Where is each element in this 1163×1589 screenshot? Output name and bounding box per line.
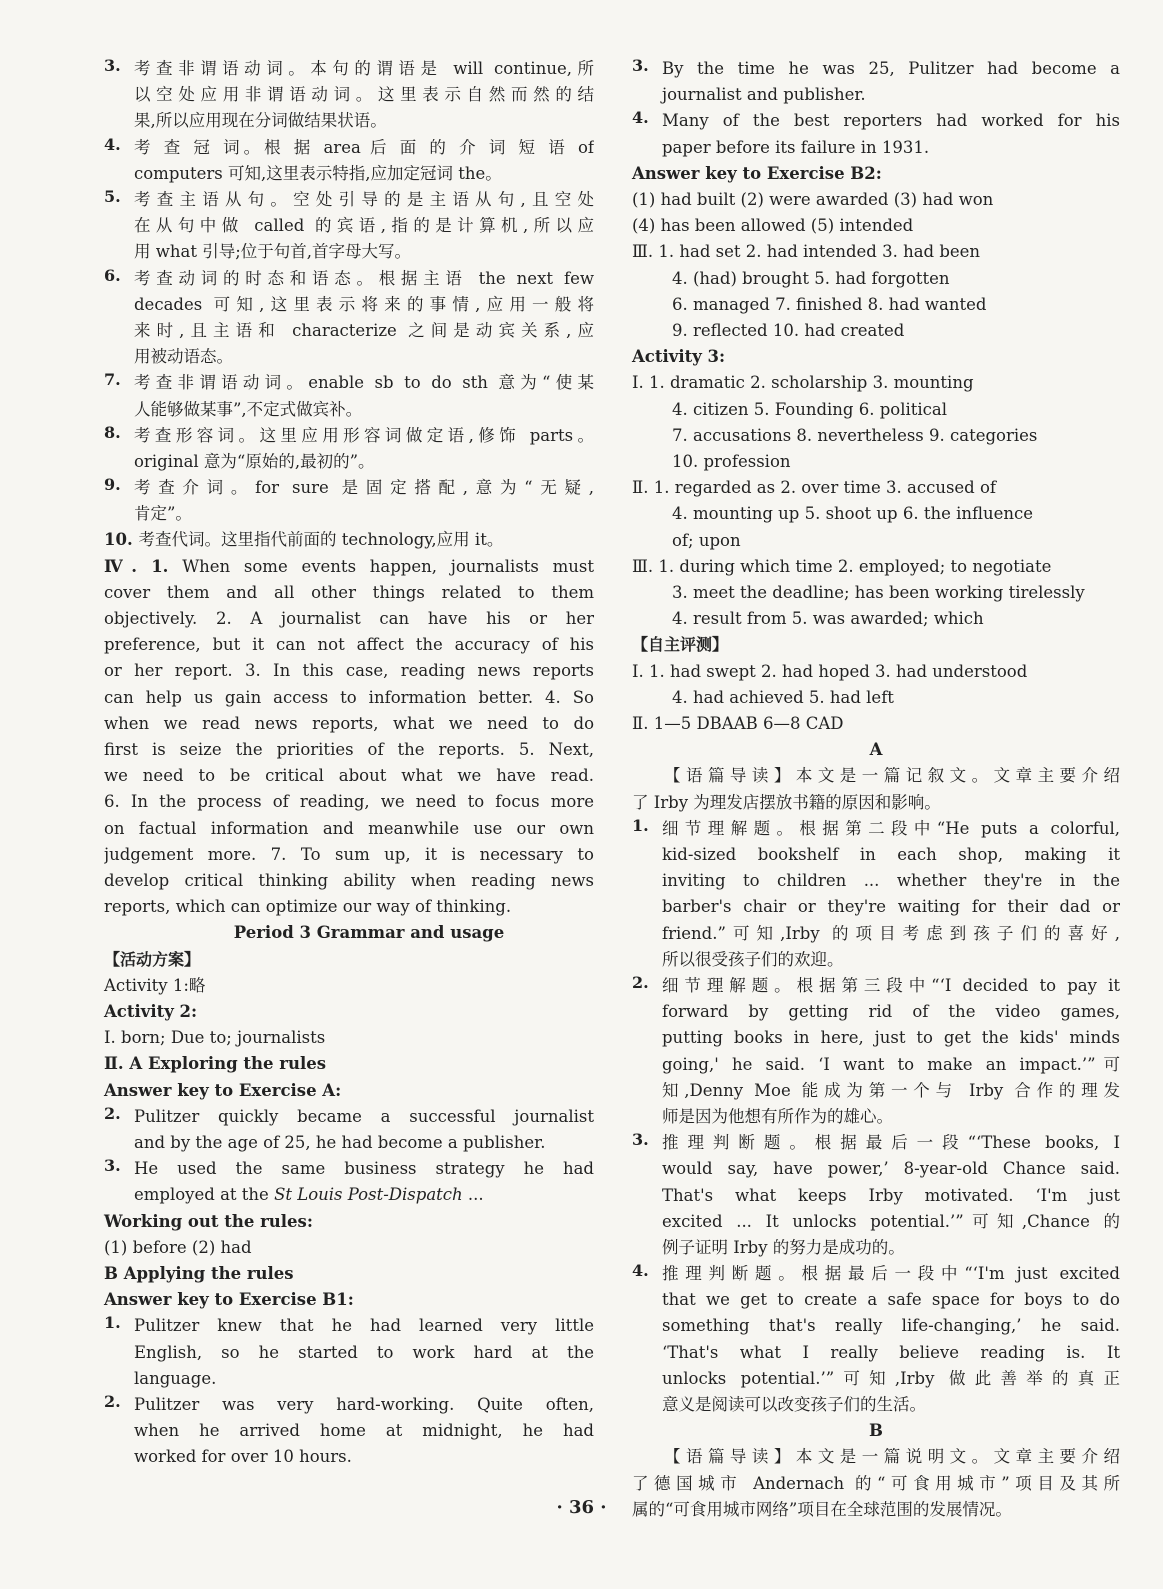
text-line [134,1182,594,1208]
exercise-b1-item-2 [104,1392,594,1471]
answer-item-9 [104,475,594,527]
text-line: 肯定”。 [134,504,192,524]
text-line: 来时,且主语和 characterize 之间是动宾关系,应 [134,320,594,340]
text-line: paper before its failure in 1931. [662,137,930,157]
text-line: kid-sized bookshelf in each shop, making it [662,845,1120,865]
text-line: English, so he started to work hard at the [134,1342,594,1362]
text-line: 用被动语态。 [134,347,233,367]
exercise-a-item-3 [104,1156,594,1208]
text-line: 考查非谓语动词。本句的谓语是 will continue,所 [134,59,594,78]
answer-item-6 [104,266,594,371]
text-line: when he arrived home at midnight, he had [134,1421,594,1441]
text-line: 属的“可食用城市网络”项目在全球范围的发展情况。 [632,1499,1012,1519]
text-line: or her report. 3. In this case, reading news reports [104,661,594,681]
passage-label-b: B [869,1421,883,1441]
passage-a-item-2 [632,973,1120,1130]
text-line: Many of the best reporters had worked for his [662,111,1120,131]
text-line: 知,Denny Moe 能成为第一个与 Irby 合作的理发 [662,1080,1120,1100]
text-line: 4. had achieved 5. had left [672,687,894,707]
item-number: 8. [104,422,121,442]
text-line: 10. profession [672,452,791,472]
item-number: 1. [632,815,649,835]
text-line: (1) before (2) had [104,1237,252,1257]
text-line: By the time he was 25, Pulitzer had become a [662,59,1120,78]
text-line: Activity 1:略 [104,975,206,995]
text-line: journalist and publisher. [662,85,866,105]
text-line: excited ... It unlocks potential.’”可知,Chance 的 [662,1211,1120,1231]
section-heading: 【活动方案】 [104,949,201,969]
exercise-b1-item-3 [632,56,1120,108]
text-line: 细节理解题。根据第二段中“He puts a colorful, [662,818,1120,838]
text-line: forward by getting rid of the video games, [662,1002,1120,1022]
item-number: 1. [104,1313,121,1333]
text-line: 果,所以应用现在分词做结果状语。 [134,111,387,131]
text-line: 用 what 引导;位于句首,首字母大写。 [134,242,412,262]
text-line: 意义是阅读可以改变孩子们的生活。 [662,1395,926,1415]
text-line: can help us gain access to information better. 4. So [104,687,594,707]
page-number: · 36 · [556,1497,607,1518]
item-number: 3. [632,1130,649,1150]
text-line: 师是因为他想有所作为的雄心。 [662,1106,893,1126]
text-line: 考 查 冠 词。根 据 area 后 面 的 介 词 短 语 of [134,137,594,157]
text-line: 9. reflected 10. had created [672,321,905,340]
text-line: 细节理解题。根据第三段中“‘I decided to pay it [662,975,1120,995]
text-line: (4) has been allowed (5) intended [632,216,914,236]
text-line: 了 Irby 为理发店摆放书籍的原因和影响。 [632,792,941,812]
text-line: language. [134,1368,217,1388]
text-span: employed at the [134,1185,275,1205]
text-line: would say, have power,’ 8-year-old Chance said. [662,1159,1120,1179]
text-line: Ⅰ. 1. dramatic 2. scholarship 3. mounting [632,373,974,393]
passage-a-item-1 [632,816,1120,973]
text-line: 考查介词。for sure 是固定搭配,意为“无疑, [134,478,594,498]
text-line: objectively. 2. A journalist can have his or her [104,609,594,629]
text-line: of; upon [672,530,741,550]
period-title: Period 3 Grammar and usage [233,923,505,943]
text-line: Ⅰ. 1. had swept 2. had hoped 3. had understood [632,661,1028,681]
newspaper-title: St Louis Post-Dispatch [274,1185,463,1205]
text-line: 推理判断题。根据最后一段中“‘I'm just excited [662,1264,1120,1284]
text-line: 考查非谓语动词。enable sb to do sth 意为“使某 [134,373,594,393]
text-line: and by the age of 25, he had become a publisher. [134,1132,546,1152]
item-number: 3. [104,56,121,75]
text-line: barber's chair or they're waiting for their dad or [662,897,1120,917]
text-line: (1) had built (2) were awarded (3) had won [632,189,994,209]
text-line: 6. In the process of reading, we need to focus more [104,792,594,812]
text-line: He used the same business strategy he had [134,1159,594,1179]
activity-1 [104,973,594,999]
answer-item-4 [104,135,594,187]
passage-label-a: A [869,740,883,760]
text-line: Ⅲ. 1. during which time 2. employed; to negotiate [632,556,1052,576]
item-number: 2. [632,972,649,992]
text-line: That's what keeps Irby motivated. ‘I'm just [662,1185,1120,1205]
text-line: 考查形容词。这里应用形容词做定语,修饰 parts。 [134,425,594,445]
text-line: 4. citizen 5. Founding 6. political [672,399,948,419]
text-line: develop critical thinking ability when reading news [104,870,594,890]
text-line: 考查主语从句。空处引导的是主语从句,且空处 [134,189,594,209]
text-line: cover them and all other things related to them [104,582,594,602]
text-line: friend.”可知,Irby 的项目考虑到孩子们的喜好, [662,923,1120,943]
text-line: 了德国城市 Andernach 的“可食用城市”项目及其所 [632,1473,1120,1493]
text-line: 人能够做某事”,不定式做宾补。 [134,399,363,419]
item-number: 4. [632,108,649,128]
text-line: computers 可知,这里表示特指,应加定冠词 the。 [134,163,502,183]
item-number: 7. [104,370,121,390]
text-line: ‘That's what I really believe reading is. It [662,1342,1120,1362]
section-iv-marker: Ⅳ. 1. [104,556,169,576]
text-line: judgement more. 7. To sum up, it is necessary to [104,844,594,864]
text-line: on factual information and meanwhile use our own [104,818,594,838]
passage-a-item-4 [632,1261,1120,1418]
text-line: Pulitzer was very hard-working. Quite often, [134,1394,594,1414]
item-number: 2. [104,1391,121,1411]
text-line: preference, but it can not affect the accuracy of his [104,635,594,655]
text-line: worked for over 10 hours. [134,1447,352,1467]
text-line: inviting to children ... whether they're in the [662,871,1120,891]
text-line: 【语篇导读】本文是一篇记叙文。文章主要介绍 [664,766,1120,786]
text-line: Ⅰ. born; Due to; journalists [104,1028,326,1048]
item-number: 5. [104,186,121,206]
text-line: original 意为“原始的,最初的”。 [134,451,375,471]
left-column [104,56,594,1471]
subheading: B Applying the rules [104,1263,294,1283]
text-line: 以空处应用非谓语动词。这里表示自然而然的结 [134,85,594,105]
text-line: 例子证明 Irby 的努力是成功的。 [662,1237,905,1257]
section-iv-line [104,554,594,580]
answer-item-7 [104,370,594,422]
answer-key-heading: Answer key to Exercise A: [104,1080,342,1100]
text-line: putting books in here, just to get the kids' minds [662,1028,1120,1048]
activity-2-heading: Activity 2: [104,1001,198,1021]
exercise-b1-item-1 [104,1313,594,1392]
text-line: 考查代词。这里指代前面的 technology,应用 it。 [138,530,504,550]
passage-a-item-3 [632,1130,1120,1261]
text-line: decades 可知,这里表示将来的事情,应用一般将 [134,294,594,314]
text-line: 7. accusations 8. nevertheless 9. categories [672,425,1038,445]
item-number: 3. [632,56,649,75]
exercise-b1-item-4 [632,108,1120,160]
text-line: Pulitzer knew that he had learned very little [134,1316,594,1336]
text-line: something that's really life-changing,’ he said. [662,1316,1120,1336]
text-line: 考查动词的时态和语态。根据主语 the next few [134,268,594,288]
item-number: 2. [104,1103,121,1123]
text-line: Ⅲ. 1. had set 2. had intended 3. had been [632,242,981,262]
text-span: ... [462,1185,484,1205]
exercise-a-item-2 [104,1104,594,1156]
subheading: Working out the rules: [104,1211,313,1231]
item-number: 4. [104,134,121,154]
text-line: Ⅱ. 1—5 DBAAB 6—8 CAD [632,714,844,734]
text-line: Ⅱ. 1. regarded as 2. over time 3. accused of [632,478,997,498]
section-heading: 【自主评测】 [632,635,729,655]
text-line: 在从句中做 called 的宾语,指的是计算机,所以应 [134,216,594,236]
text-line: 4. (had) brought 5. had forgotten [672,268,950,288]
answer-item-10: 10. 考查代词。这里指代前面的 technology,应用 it。 [104,530,504,550]
text-line: 推理判断题。根据最后一段“‘These books, I [662,1133,1120,1153]
text-line: unlocks potential.’”可知,Irby 做此善举的真正 [662,1368,1120,1388]
answer-item-5 [104,187,594,266]
text-line: that we get to create a safe space for boys to do [662,1290,1120,1310]
text-line: going,' he said. ‘I want to make an impact.’”可 [662,1054,1120,1074]
text-line: 6. managed 7. finished 8. had wanted [672,294,987,314]
subheading: Ⅱ. A Exploring the rules [104,1054,327,1074]
text-line: when we read news reports, what we need to do [104,713,594,733]
answer-key-heading: Answer key to Exercise B1: [104,1290,354,1310]
text-line: reports, which can optimize our way of thinking. [104,897,512,917]
text-line: Pulitzer quickly became a successful journalist [134,1106,594,1126]
text-line: 4. result from 5. was awarded; which [672,609,984,629]
item-number: 3. [104,1156,121,1176]
text-line: 4. mounting up 5. shoot up 6. the influence [672,504,1034,524]
item-number: 4. [632,1261,649,1281]
text-line: 3. meet the deadline; has been working tirelessly [672,583,1085,603]
item-number: 6. [104,265,121,285]
answer-key-heading: Answer key to Exercise B2: [632,163,882,183]
right-column [632,56,1120,1523]
text-line: first is seize the priorities of the reports. 5. Next, [104,740,594,759]
text-line: 【语篇导读】本文是一篇说明文。文章主要介绍 [664,1447,1120,1467]
answer-item-8 [104,423,594,475]
activity-3-heading: Activity 3: [632,347,726,367]
answer-item-3 [104,56,594,135]
item-number: 9. [104,475,121,495]
text-line: we need to be critical about what we have read. [104,766,594,786]
text-line: 所以很受孩子们的欢迎。 [662,949,844,969]
text-line: When some events happen, journalists must [182,556,594,576]
